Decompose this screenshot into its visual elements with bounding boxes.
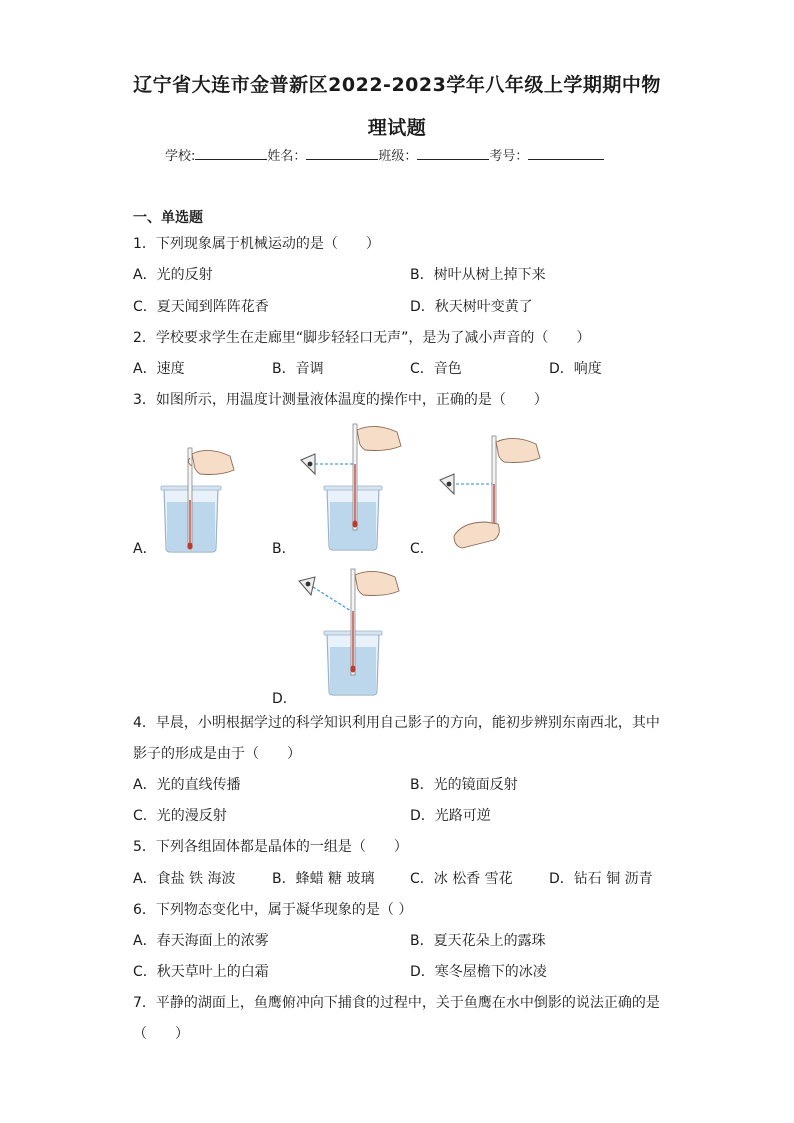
- section-heading: 一、单选题: [133, 210, 203, 226]
- q2-option-b[interactable]: B．音调: [272, 361, 324, 377]
- q5-option-b[interactable]: B．蜂蜡 糖 玻璃: [272, 871, 375, 887]
- q3-option-d[interactable]: D．: [272, 691, 297, 707]
- question-1-stem: 1．下列现象属于机械运动的是（ ）: [133, 236, 380, 252]
- question-2-stem: 2．学校要求学生在走廊里“脚步轻轻口无声”，是为了减小声音的（ ）: [133, 330, 591, 346]
- q5-option-a[interactable]: A．食盐 铁 海波: [133, 871, 236, 887]
- name-blank[interactable]: [306, 147, 378, 160]
- number-blank[interactable]: [528, 147, 604, 160]
- q1-option-d[interactable]: D．秋天树叶变黄了: [410, 299, 533, 315]
- question-3-stem: 3．如图所示，用温度计测量液体温度的操作中，正确的是（ ）: [133, 392, 548, 408]
- q4-option-a[interactable]: A．光的直线传播: [133, 777, 241, 793]
- class-blank[interactable]: [417, 147, 489, 160]
- school-blank[interactable]: [195, 147, 267, 160]
- question-5-stem: 5．下列各组固体都是晶体的一组是（ ）: [133, 839, 408, 855]
- number-label: 考号：: [489, 149, 529, 164]
- q6-option-d[interactable]: D．寒冬屋檐下的冰凌: [410, 964, 547, 980]
- exam-title-line1: 辽宁省大连市金普新区2022-2023学年八年级上学期期中物: [133, 74, 661, 96]
- figure-c-thermometer: [432, 430, 552, 555]
- q4-option-b[interactable]: B．光的镜面反射: [410, 777, 518, 793]
- student-info-line: [165, 145, 635, 164]
- q4-option-c[interactable]: C．光的漫反射: [133, 808, 227, 824]
- question-4-stem-line1: 4．早晨，小明根据学过的科学知识利用自己影子的方向，能初步辨别东南西北，其中: [133, 715, 660, 731]
- q6-option-c[interactable]: C．秋天草叶上的白霜: [133, 964, 269, 980]
- q2-option-a[interactable]: A．速度: [133, 361, 185, 377]
- exam-title-line2: 理试题: [367, 117, 427, 139]
- q5-option-c[interactable]: C．冰 松香 雪花: [410, 871, 513, 887]
- q1-option-c[interactable]: C．夏天闻到阵阵花香: [133, 299, 269, 315]
- q2-option-c[interactable]: C．音色: [410, 361, 462, 377]
- q3-option-c[interactable]: C．: [410, 541, 434, 557]
- q6-option-b[interactable]: B．夏天花朵上的露珠: [410, 933, 546, 949]
- school-label: 学校:: [165, 149, 196, 164]
- q3-option-a[interactable]: A．: [133, 541, 157, 557]
- q6-option-a[interactable]: A．春天海面上的浓雾: [133, 933, 269, 949]
- question-7-stem-line2: （ ）: [133, 1026, 189, 1042]
- q1-option-b[interactable]: B．树叶从树上掉下来: [410, 267, 546, 283]
- q4-option-d[interactable]: D．光路可逆: [410, 808, 491, 824]
- q2-option-d[interactable]: D．响度: [549, 361, 602, 377]
- q1-option-a[interactable]: A．光的反射: [133, 267, 213, 283]
- figure-a-thermometer: [150, 440, 260, 555]
- figure-b-thermometer: [295, 420, 415, 555]
- q5-option-d[interactable]: D．钻石 铜 沥青: [549, 871, 653, 887]
- class-label: 班级：: [378, 149, 418, 164]
- question-7-stem-line1: 7．平静的湖面上，鱼鹰俯冲向下捕食的过程中，关于鱼鹰在水中倒影的说法正确的是: [133, 995, 660, 1011]
- question-4-stem-line2: 影子的形成是由于（ ）: [133, 746, 301, 762]
- question-6-stem: 6．下列物态变化中，属于凝华现象的是（ ）: [133, 902, 413, 918]
- q3-option-b[interactable]: B．: [272, 541, 296, 557]
- figure-d-thermometer: [295, 565, 415, 700]
- name-label: 姓名：: [267, 149, 307, 164]
